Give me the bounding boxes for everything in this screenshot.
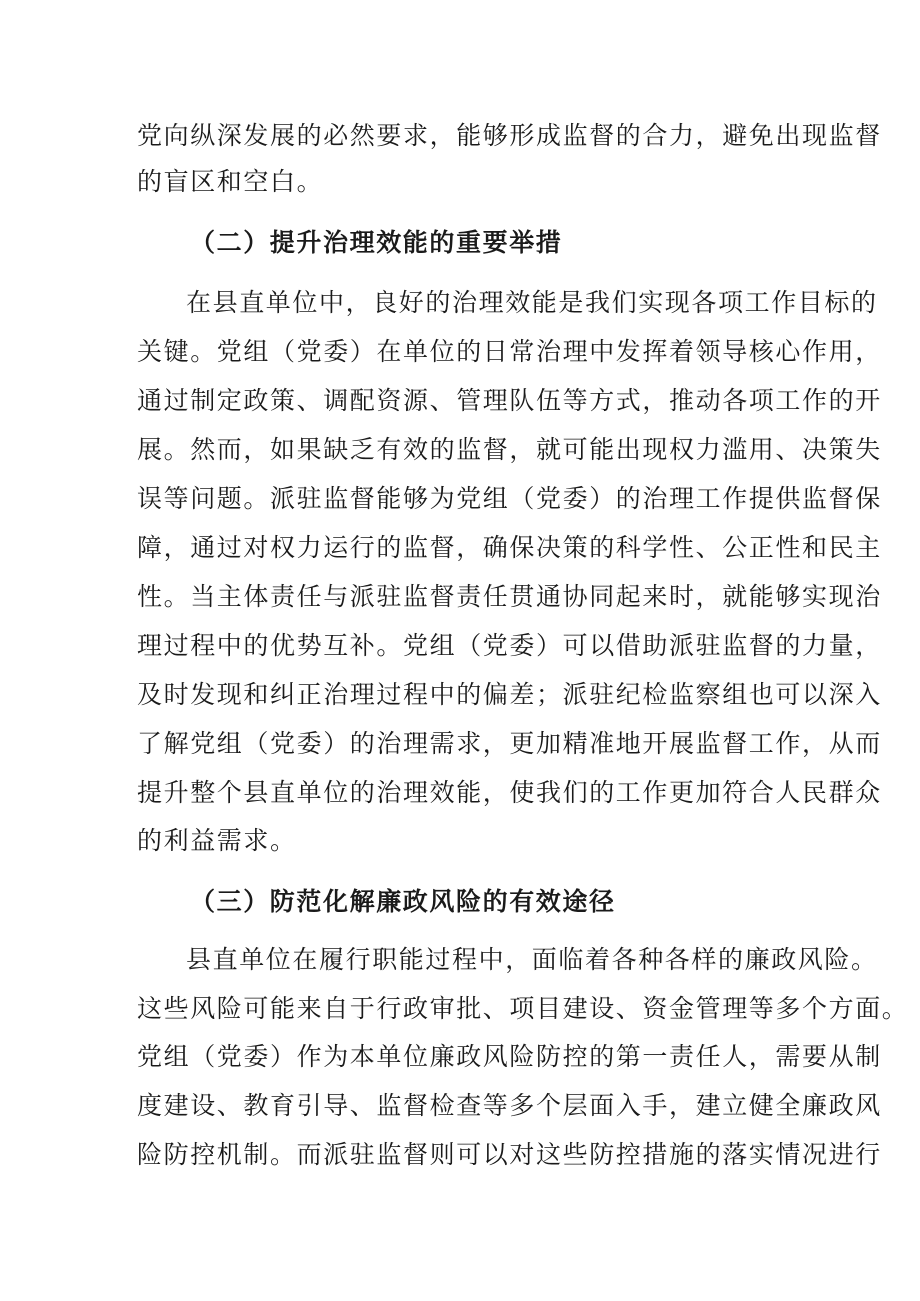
paragraph-line: 性。当主体责任与派驻监督责任贯通协同起来时，就能够实现治 [137, 582, 882, 611]
paragraph-line: 理过程中的优势互补。党组（党委）可以借助派驻监督的力量， [137, 631, 882, 660]
paragraph-line: 通过制定政策、调配资源、管理队伍等方式，推动各项工作的开 [137, 386, 882, 415]
paragraph-line: 提升整个县直单位的治理效能，使我们的工作更加符合人民群众 [137, 778, 882, 807]
paragraph-line: 展。然而，如果缺乏有效的监督，就可能出现权力滥用、决策失 [137, 435, 882, 464]
paragraph-line: 度建设、教育引导、监督检查等多个层面入手，建立健全廉政风 [137, 1091, 882, 1120]
paragraph-line: 关键。党组（党委）在单位的日常治理中发挥着领导核心作用， [137, 337, 882, 366]
paragraph-line: 的盲区和空白。 [137, 167, 324, 196]
paragraph-line: 这些风险可能来自于行政审批、项目建设、资金管理等多个方面。 [137, 994, 909, 1023]
paragraph-line: 在县直单位中，良好的治理效能是我们实现各项工作目标的 [186, 288, 878, 317]
paragraph-line: 了解党组（党委）的治理需求，更加精准地开展监督工作，从而 [137, 729, 882, 758]
paragraph-line: 的利益需求。 [137, 826, 297, 855]
paragraph-line: 险防控机制。而派驻监督则可以对这些防控措施的落实情况进行 [137, 1140, 882, 1169]
paragraph-line: 党向纵深发展的必然要求，能够形成监督的合力，避免出现监督 [137, 121, 882, 150]
paragraph-line: 县直单位在履行职能过程中，面临着各种各样的廉政风险。 [186, 945, 878, 974]
paragraph-line: 误等问题。派驻监督能够为党组（党委）的治理工作提供监督保 [137, 484, 882, 513]
paragraph-line: 党组（党委）作为本单位廉政风险防控的第一责任人，需要从制 [137, 1042, 882, 1071]
paragraph-line: 障，通过对权力运行的监督，确保决策的科学性、公正性和民主 [137, 533, 882, 562]
paragraph-line: 及时发现和纠正治理过程中的偏差；派驻纪检监察组也可以深入 [137, 680, 882, 709]
section-heading-3: （三）防范化解廉政风险的有效途径 [190, 887, 616, 916]
section-heading-2: （二）提升治理效能的重要举措 [190, 228, 563, 257]
